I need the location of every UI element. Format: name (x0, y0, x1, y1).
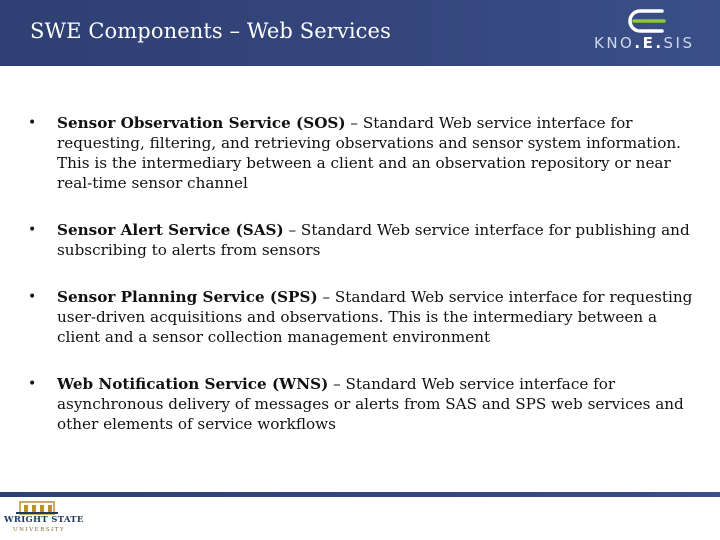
bullet-term: Sensor Alert Service (SAS) (57, 221, 284, 239)
wright-state-sub: UNIVERSITY (13, 527, 65, 533)
bullet-marker: • (28, 376, 37, 392)
bullet-text: – Standard Web service interface for requesting, filtering, and retrieving observations and sensor system information. This is the intermediary between a client and an observation repository or near real-time sensor channel (57, 114, 681, 192)
knoesis-logo-text (594, 34, 695, 52)
bullet-text: – Standard Web service interface for publishing and subscribing to alerts from sensors (57, 221, 690, 259)
bullet-marker: • (28, 222, 37, 238)
wright-state-name: WRIGHT STATE (4, 515, 84, 525)
bullet-text: – Standard Web service interface for asynchronous delivery of messages or alerts from SAS and SPS web services and other elements of service workflows (57, 375, 684, 433)
knoesis-logo-icon (622, 7, 672, 35)
slide-title: SWE Components – Web Services (30, 19, 391, 43)
bullet-marker: • (28, 289, 37, 305)
logo-prefix: KNO (594, 34, 635, 52)
bullet-text: – Standard Web service interface for requesting user-driven acquisitions and observations. This is the intermediary between a client and a sensor collection management environment (57, 288, 693, 346)
bullet-marker: • (28, 115, 37, 131)
bullet-item-wns (28, 374, 698, 434)
bullet-term: Sensor Observation Service (SOS) (57, 114, 346, 132)
bullet-item-sas (28, 220, 698, 260)
bullet-list (28, 113, 698, 434)
slide-header (0, 0, 720, 66)
logo-middle: .E. (634, 34, 664, 52)
bullet-item-sps (28, 287, 698, 347)
logo-suffix: SIS (663, 34, 695, 52)
bullet-term: Web Notification Service (WNS) (57, 375, 329, 393)
footer-bar (0, 492, 720, 497)
bullet-item-sos (28, 113, 698, 193)
bullet-term: Sensor Planning Service (SPS) (57, 288, 318, 306)
